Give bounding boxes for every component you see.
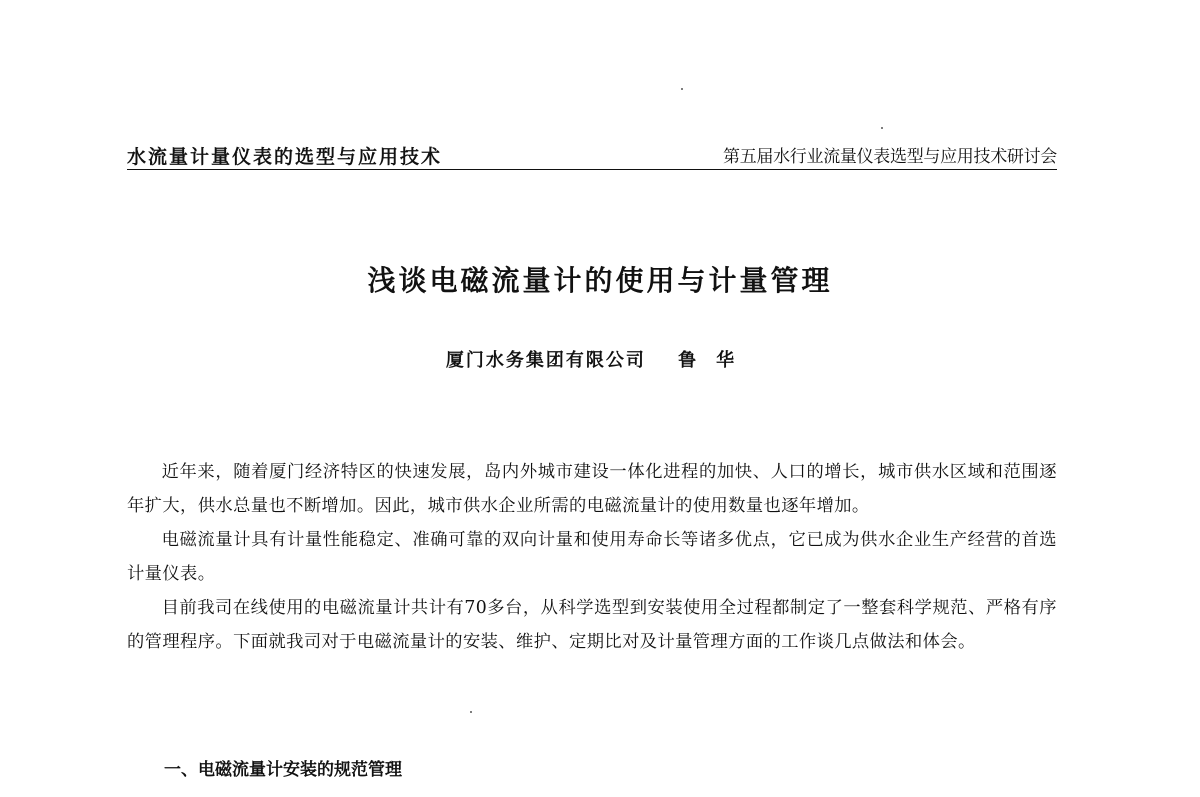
running-header (127, 146, 1057, 170)
scan-speck (470, 711, 472, 713)
byline (0, 349, 1200, 373)
paragraph: 近年来，随着厦门经济特区的快速发展，岛内外城市建设一体化进程的加快、人口的增长，城市供水区域和范围逐年扩大，供水总量也不断增加。因此，城市供水企业所需的电磁流量计的使用数量也逐年增加。 (127, 462, 1057, 516)
author-name: 鲁华 (678, 350, 755, 371)
paragraph: 电磁流量计具有计量性能稳定、准确可靠的双向计量和使用寿命长等诸多优点，它已成为供水企业生产经营的首选计量仪表。 (127, 530, 1057, 584)
header-book-title: 水流量计量仪表的选型与应用技术 (127, 146, 443, 168)
article-body (127, 455, 1057, 659)
scan-speck (681, 88, 683, 90)
article-title: 浅谈电磁流量计的使用与计量管理 (367, 264, 833, 297)
paragraph: 目前我司在线使用的电磁流量计共计有70多台，从科学选型到安装使用全过程都制定了一整套科学规范、严格有序的管理程序。下面就我司对于电磁流量计的安装、维护、定期比对及计量管理方面的工作谈几点做法和体会。 (127, 598, 1057, 652)
author-organization: 厦门水务集团有限公司 (445, 350, 646, 371)
header-conference-name: 第五届水行业流量仪表选型与应用技术研讨会 (723, 147, 1057, 167)
section-heading: 一、电磁流量计安装的规范管理 (164, 760, 402, 780)
scan-speck (881, 127, 883, 129)
header-rule (127, 169, 1057, 170)
